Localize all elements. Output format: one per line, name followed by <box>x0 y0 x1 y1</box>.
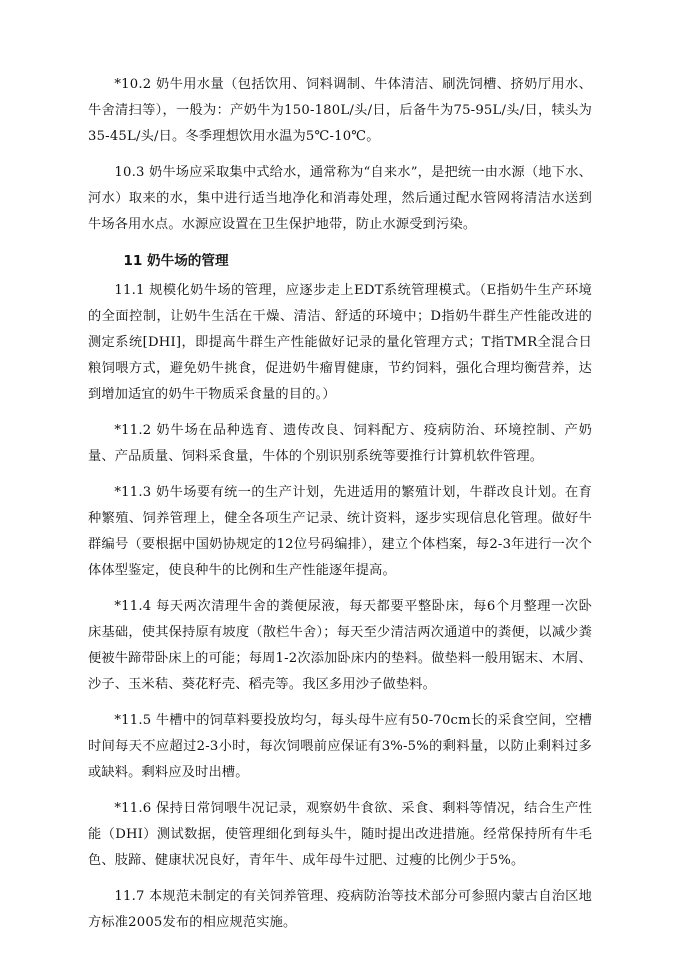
paragraph-11-7: 11.7 本规范未制定的有关饲养管理、疫病防治等技术部分可参照内蒙古自治区地方标准2005发布的相应规范实施。 <box>88 889 592 930</box>
section-heading-11: 11 奶牛场的管理 <box>123 253 229 269</box>
paragraph-10-3: 10.3 奶牛场应采取集中式给水，通常称为“自来水”，是把统一由水源（地下水、河水）取来的水，集中进行适当地净化和消毒处理，然后通过配水管网将清洁水送到牛场各用水点。水源应设置在卫生保护地带，防止水源受到污染。 <box>88 165 592 232</box>
paragraph-11-6: *11.6 保持日常饲喂牛况记录，观察奶牛食欲、采食、剩料等情况，结合生产性能（DHI）测试数据，使管理细化到每头牛，随时提出改进措施。经常保持所有牛毛色、肢蹄、健康状况良好，青年牛、成年母牛过肥、过瘦的比例少于5%。 <box>88 801 592 868</box>
paragraph-11-1: 11.1 规模化奶牛场的管理，应逐步走上EDT系统管理模式。（E指奶牛生产环境的全面控制，让奶牛生活在干燥、清洁、舒适的环境中；D指奶牛群生产性能改进的测定系统[DHI]，即提高牛群生产性能做好记录的量化管理方式；T指TMR全混合日粮饲喂方式，避免奶牛挑食，促进奶牛瘤胃健康，节约饲料，强化合理均衡营养，达到增加适宜的奶牛干物质采食量的目的。） <box>88 283 592 402</box>
paragraph-10-2: *10.2 奶牛用水量（包括饮用、饲料调制、牛体清洁、刷洗饲槽、挤奶厅用水、牛舍清扫等），一般为：产奶牛为150-180L/头/日，后备牛为75-95L/头/日，犊头为35-45L/头/日。冬季理想饮用水温为5℃-10℃。 <box>88 77 592 144</box>
paragraph-11-4: *11.4 每天两次清理牛舍的粪便尿液，每天都要平整卧床，每6个月整理一次卧床基础，使其保持原有坡度（散栏牛舍）；每天至少清洁两次通道中的粪便，以减少粪便被牛蹄带卧床上的可能；每周1-2次添加卧床内的垫料。做垫料一般用锯末、木屑、沙子、玉米秸、葵花籽壳、稻壳等。我区多用沙子做垫料。 <box>88 599 592 692</box>
paragraph-11-2: *11.2 奶牛场在品种选育、遗传改良、饲料配方、疫病防治、环境控制、产奶量、产品质量、饲料采食量，牛体的个别识别系统等要推行计算机软件管理。 <box>88 423 592 464</box>
paragraph-11-5: *11.5 牛槽中的饲草料要投放均匀，每头母牛应有50-70cm长的采食空间，空槽时间每天不应超过2-3小时，每次饲喂前应保证有3%-5%的剩料量，以防止剩料过多或缺料。剩料应及时出槽。 <box>88 713 592 780</box>
paragraph-11-3: *11.3 奶牛场要有统一的生产计划，先进适用的繁殖计划，牛群改良计划。在育种繁殖、饲养管理上，健全各项生产记录、统计资料，逐步实现信息化管理。做好牛群编号（要根据中国奶协规定的12位号码编排），建立个体档案，每2-3年进行一次个体体型鉴定，使良种牛的比例和生产性能逐年提高。 <box>88 485 592 578</box>
